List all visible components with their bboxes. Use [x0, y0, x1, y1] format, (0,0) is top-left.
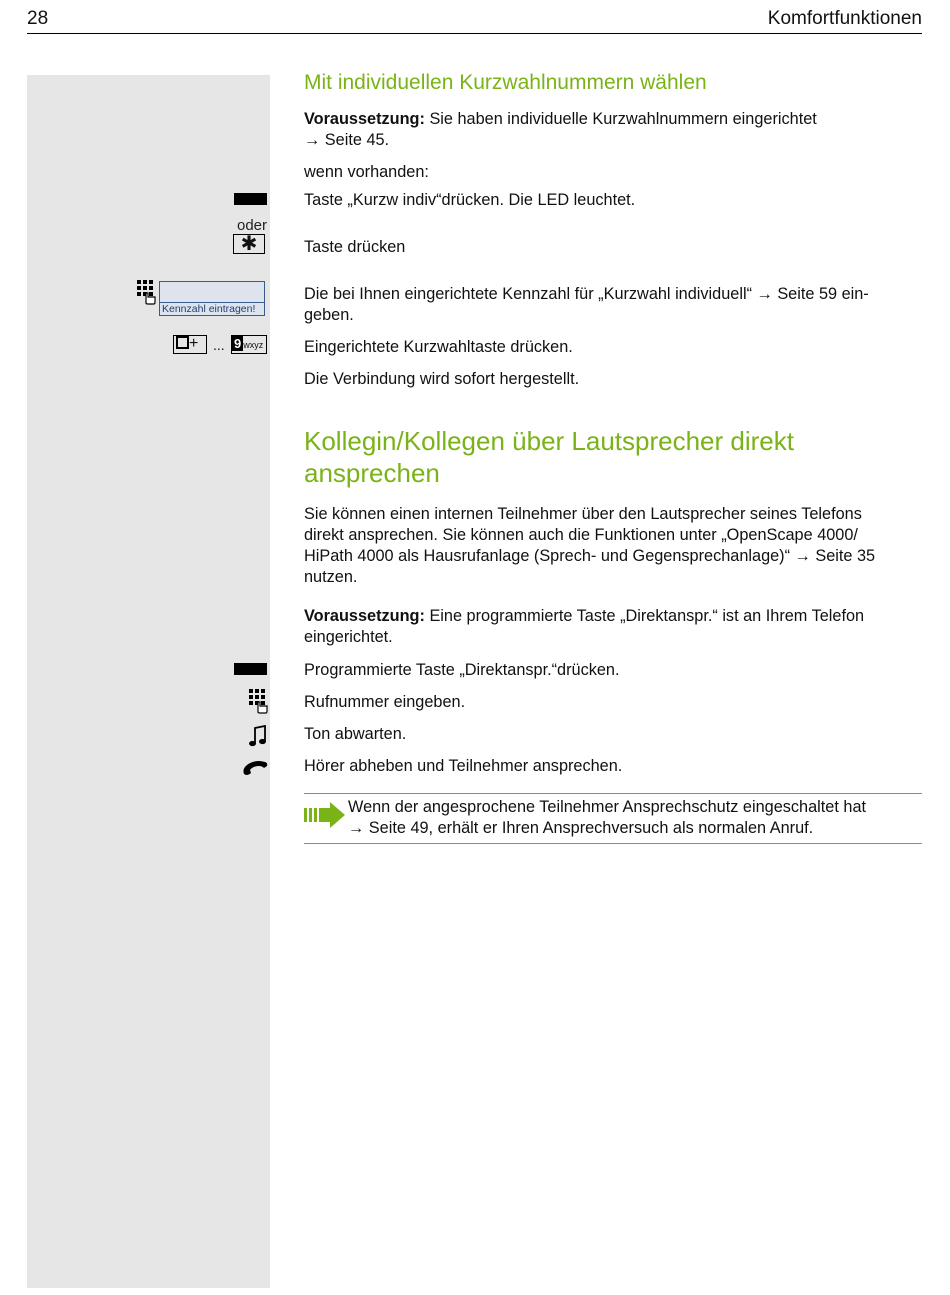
step-press-programmed-key: Programmierte Taste „Direktanspr.“drücken.	[304, 661, 620, 679]
speed-dial-last-key-icon	[231, 335, 267, 354]
function-key-icon	[234, 663, 267, 675]
step-enter-number: Rufnummer eingeben.	[304, 693, 466, 711]
heading-line1: Kollegin/Kollegen über Lautsprecher direkt	[304, 426, 794, 456]
function-key-icon	[234, 193, 267, 205]
step-enter-code	[304, 284, 924, 326]
page-number: 28	[27, 8, 49, 29]
intro-line2: direkt ansprechen. Sie können auch die Funktionen unter „OpenScape 4000/	[304, 526, 858, 544]
prerequisite-text: Sie haben individuelle Kurzwahlnummern eingerichtet	[424, 110, 817, 128]
intro-line4: nutzen.	[304, 568, 358, 586]
intro-paragraph	[304, 504, 924, 588]
keypad-icon	[248, 688, 270, 714]
last-key-digit: 9	[234, 336, 242, 351]
sidebar-column	[27, 75, 270, 1288]
prerequisite-line1: Eine programmierte Taste „Direktanspr.“ ist an Ihrem Telefon	[424, 607, 865, 625]
step-enter-code-line1: Die bei Ihnen eingerichtete Kennzahl für „Kurzwahl individuell“ → Seite 59 ein-	[304, 285, 869, 303]
intro-line1: Sie können einen internen Teilnehmer über den Lautsprecher seines Telefons	[304, 505, 862, 523]
phone-display-prompt	[159, 281, 265, 316]
note-arrow-icon	[304, 801, 346, 829]
or-label: oder	[237, 217, 268, 234]
note-top-rule	[304, 793, 922, 794]
prerequisite-line2: eingerichtet.	[304, 628, 393, 646]
display-label: Kennzahl eintragen!	[162, 303, 256, 315]
note-bottom-rule	[304, 843, 922, 844]
section-heading-intercom	[304, 425, 924, 489]
page-reference: → Seite 45.	[304, 131, 390, 149]
step-press-shortcut: Eingerichtete Kurzwahltaste drücken.	[304, 338, 573, 356]
key-range-ellipsis: ...	[213, 337, 225, 353]
music-note-icon	[248, 724, 268, 748]
step-wait-tone: Ton abwarten.	[304, 725, 407, 743]
heading-line2: ansprechen	[304, 458, 440, 488]
prerequisite-label: Voraussetzung:	[304, 607, 425, 625]
prerequisite-paragraph	[304, 109, 924, 151]
step-enter-code-line2: geben.	[304, 306, 354, 324]
note-text	[348, 797, 928, 839]
step-press-star: Taste drücken	[304, 238, 406, 256]
note-line1: Wenn der angesprochene Teilnehmer Ansprechschutz eingeschaltet hat	[348, 798, 867, 816]
note-line2: → Seite 49, erhält er Ihren Ansprechversuch als normalen Anruf.	[348, 819, 814, 837]
handset-lift-icon	[241, 757, 269, 777]
prerequisite-label: Voraussetzung:	[304, 110, 425, 128]
step-lift-handset: Hörer abheben und Teilnehmer ansprechen.	[304, 757, 623, 775]
step-connected: Die Verbindung wird sofort hergestellt.	[304, 370, 580, 388]
if-available-text: wenn vorhanden:	[304, 163, 429, 181]
first-key-symbol: +	[189, 335, 199, 352]
page-header	[27, 6, 922, 34]
section-heading-speed-dial: Mit individuellen Kurzwahlnummern wählen	[304, 71, 707, 94]
intro-line3: HiPath 4000 als Hausrufanlage (Sprech- und Gegensprechanlage)“ → Seite 35	[304, 547, 876, 565]
keypad-icon	[136, 279, 158, 305]
prerequisite-paragraph-2	[304, 606, 924, 648]
last-key-letters: wxyz	[243, 340, 264, 350]
chapter-title: Komfortfunktionen	[767, 8, 922, 29]
star-key-icon: ✱	[233, 234, 265, 254]
step-press-key: Taste „Kurzw indiv“drücken. Die LED leuchtet.	[304, 191, 636, 209]
speed-dial-first-key-icon	[173, 335, 207, 354]
